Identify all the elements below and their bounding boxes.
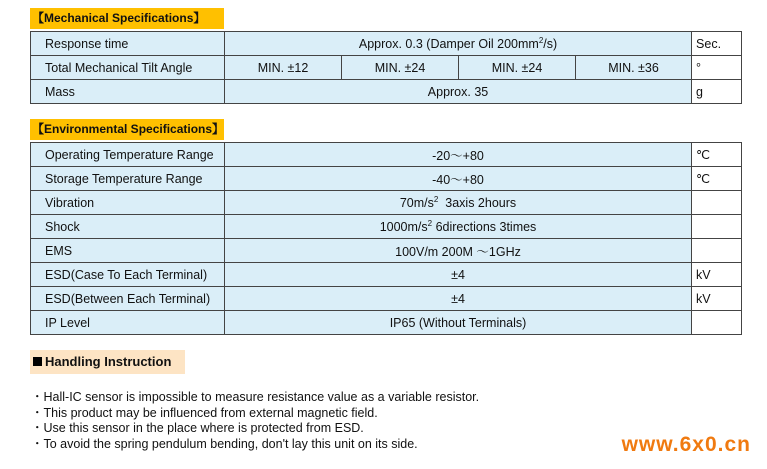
shock-label: Shock — [31, 215, 225, 239]
list-item: ・This product may be influenced from external magnetic field. — [31, 405, 378, 420]
handling-notes — [31, 390, 479, 452]
esd-terminal-unit: kV — [692, 287, 742, 311]
storage-temp-value: -40～+80 — [225, 167, 692, 191]
table-row — [31, 311, 742, 335]
ip-level-unit — [692, 311, 742, 335]
ip-level-label: IP Level — [31, 311, 225, 335]
shock-value: $1000m/s^2$ 6directions 3times — [225, 215, 692, 239]
esd-terminal-label: ESD(Between Each Terminal) — [31, 287, 225, 311]
table-row — [31, 56, 742, 80]
storage-temp-unit: ℃ — [692, 167, 742, 191]
table-row — [31, 263, 742, 287]
ip-level-value: IP65 (Without Terminals) — [225, 311, 692, 335]
mechanical-spec-table — [30, 31, 742, 104]
esd-case-value: ±4 — [225, 263, 692, 287]
mass-value: Approx. 35 — [225, 80, 692, 104]
ems-unit — [692, 239, 742, 263]
shock-unit — [692, 215, 742, 239]
esd-terminal-value: ±4 — [225, 287, 692, 311]
vibration-value: $70m/s^2$ 3axis 2hours — [225, 191, 692, 215]
ems-label: EMS — [31, 239, 225, 263]
tilt-angle-value: MIN. ±36 — [576, 56, 692, 80]
list-item: ・Use this sensor in the place where is protected from ESD. — [31, 421, 364, 435]
tilt-angle-value: MIN. ±24 — [459, 56, 576, 80]
handling-section-title: Handling Instruction — [30, 350, 185, 374]
storage-temp-label: Storage Temperature Range — [31, 167, 225, 191]
environmental-spec-table — [30, 142, 742, 335]
list-item: ・Hall-IC sensor is impossible to measure resistance value as a variable resistor. — [31, 390, 480, 404]
mechanical-section-title: 【Mechanical Specifications】 — [30, 8, 224, 29]
response-time-value: Approx. 0.3 (Damper Oil $200mm^2/s$) — [225, 32, 692, 56]
table-row — [31, 215, 742, 239]
tilt-angle-value: MIN. ±24 — [342, 56, 459, 80]
table-row — [31, 191, 742, 215]
table-row — [31, 239, 742, 263]
square-bullet-icon — [33, 357, 42, 366]
operating-temp-label: Operating Temperature Range — [31, 143, 225, 167]
esd-case-label: ESD(Case To Each Terminal) — [31, 263, 225, 287]
operating-temp-value: -20～+80 — [225, 143, 692, 167]
environmental-section-title: 【Environmental Specifications】 — [30, 119, 224, 140]
mass-unit: g — [692, 80, 742, 104]
response-time-unit: Sec. — [692, 32, 742, 56]
table-row — [31, 287, 742, 311]
esd-case-unit: kV — [692, 263, 742, 287]
watermark: www.6x0.cn — [621, 433, 751, 456]
table-row — [31, 143, 742, 167]
operating-temp-unit: ℃ — [692, 143, 742, 167]
tilt-angle-label: Total Mechanical Tilt Angle — [31, 56, 225, 80]
tilt-angle-unit: ° — [692, 56, 742, 80]
list-item: ・To avoid the spring pendulum bending, don't lay this unit on its side. — [31, 436, 418, 451]
vibration-unit — [692, 191, 742, 215]
table-row — [31, 32, 742, 56]
vibration-label: Vibration — [31, 191, 225, 215]
response-time-label: Response time — [31, 32, 225, 56]
ems-value: 100V/m 200M ～1GHz — [225, 239, 692, 263]
tilt-angle-value: MIN. ±12 — [225, 56, 342, 80]
table-row — [31, 167, 742, 191]
mass-label: Mass — [31, 80, 225, 104]
table-row — [31, 80, 742, 104]
